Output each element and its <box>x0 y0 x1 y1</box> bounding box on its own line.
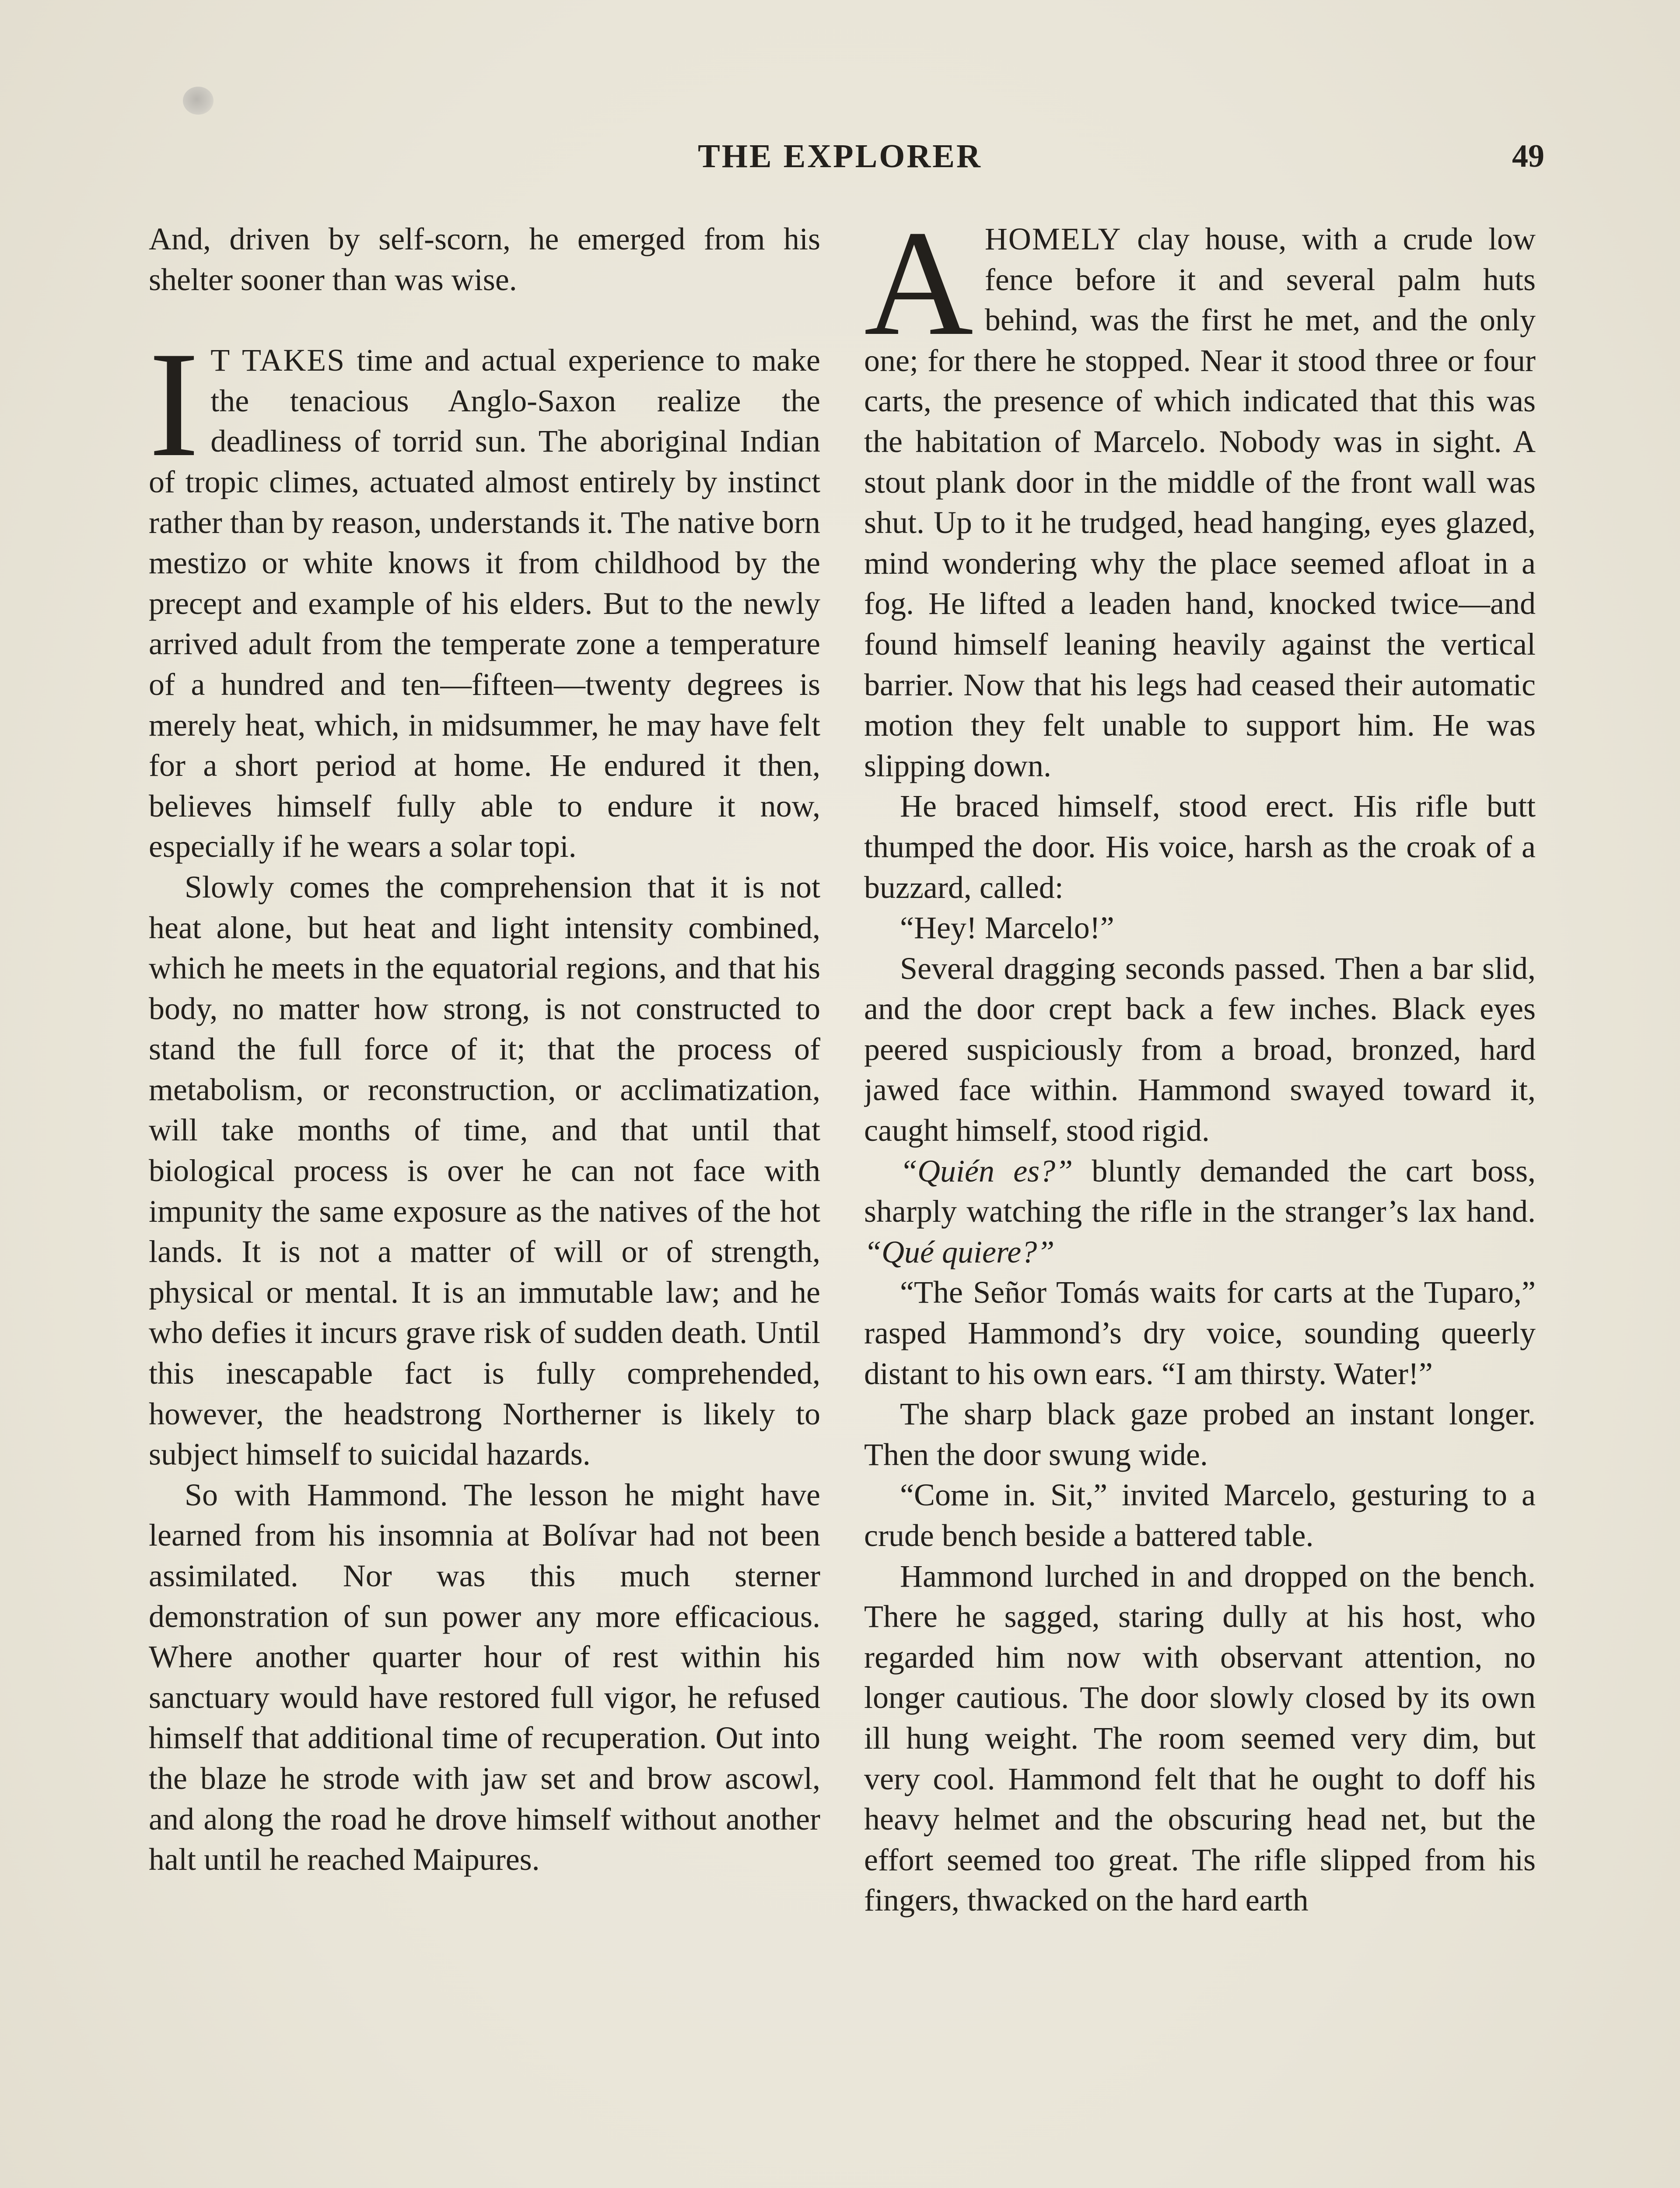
paragraph-text: clay house, with a crude low fence before it and several palm huts behind, was the first he met, and the only one; for there he stopped. Near it stood three or four carts, the presence of which indicated that this was the habitation of Marcelo. Nobody was in sight. A stout plank door in the middle of the front wall was shut. Up to it he trudged, head hanging, eyes glazed, mind wondering why the place seemed afloat in a fog. He lifted a leaden hand, knocked twice—and found himself leaning heavily against the vertical barrier. Now that his legs had ceased their automatic motion they felt unable to support him. He was slipping down. <box>864 221 1536 783</box>
paragraph: So with Hammond. The lesson he might have learned from his insomnia at Bolívar had not been assimilated. Nor was this much sterner demonstration of sun power any more efficacious. Where another quarter hour of rest within his sanctuary would have restored full vigor, he refused himself that additional time of recuperation. Out into the blaze he strode with jaw set and brow ascowl, and along the road he drove himself without another halt until he reached Maipures. <box>149 1477 820 1877</box>
dialogue-line: “Hey! Marcelo!” <box>900 910 1114 946</box>
paragraph: Hammond lurched in and dropped on the bench. There he sagged, staring dully at his host, who regarded him now with observant attention, no longer cautious. The door slowly closed by its own ill hung weight. The room seemed very dim, but very cool. Hammond felt that he ought to doff his heavy helmet and the obscuring head net, but the effort seemed too great. The rifle slipped from his fingers, thwacked on the hard earth <box>864 1558 1536 1918</box>
italic-dialogue: “Quién es?” <box>900 1153 1073 1189</box>
right-column <box>864 219 1536 2188</box>
paragraph: The sharp black gaze probed an instant longer. Then the door swung wide. <box>864 1396 1536 1472</box>
drop-cap: I <box>149 320 200 488</box>
lead-in-caps: HOMELY <box>984 221 1122 256</box>
page-number: 49 <box>1512 138 1544 174</box>
paragraph: Slowly comes the comprehension that it is not heat alone, but heat and light intensity combined, which he meets in the equatorial regions, and that his body, no matter how strong, is not constructed to stand the full force of it; that the process of metabolism, or reconstruction, or acclimatization, will take months of time, and that until that biological process is over he can not face with impunity the same exposure as the natives of the hot lands. It is not a matter of will or of strength, physical or mental. It is an immutable law; and he who defies it incurs grave risk of sudden death. Until this inescapable fact is fully comprehended, however, the headstrong Northerner is likely to subject himself to suicidal hazards. <box>149 869 820 1472</box>
paragraph: And, driven by self-scorn, he emerged from his shelter sooner than was wise. <box>149 221 820 297</box>
punch-hole-mark <box>183 87 214 115</box>
paragraph-text: bluntly demanded the cart boss, sharply watching the rifle in the stranger’s lax hand. <box>864 1153 1536 1229</box>
paragraph: Several dragging seconds passed. Then a bar slid, and the door crept back a few inches. Black eyes peered suspiciously from a broad, bronzed, hard jawed face within. Hammond swayed toward it, caught himself, stood rigid. <box>864 950 1536 1148</box>
left-column <box>149 219 820 2188</box>
paragraph: “The Señor Tomás waits for carts at the Tuparo,” rasped Hammond’s dry voice, sounding queerly distant to his own ears. “I am thirsty. Water!” <box>864 1275 1536 1391</box>
section-opening-paragraph <box>149 320 820 867</box>
running-title: THE EXPLORER <box>698 138 982 175</box>
drop-cap: A <box>864 219 973 367</box>
paragraph <box>864 1151 1536 1273</box>
italic-dialogue: “Qué quiere?” <box>864 1234 1055 1269</box>
running-header <box>0 132 1680 180</box>
lead-in-caps: T TAKES <box>210 343 346 378</box>
paragraph-text: time and actual experience to make the tenacious Anglo-Saxon realize the deadliness of torrid sun. The aboriginal Indian of tropic climes, actuated almost entirely by instinct rather than by reason, understands it. The native born mestizo or white knows it from childhood by the precept and example of his elders. But to the newly arrived adult from the temperate zone a temperature of a hundred and ten—fifteen—twenty degrees is merely heat, which, in midsummer, he may have felt for a short period at home. He endured it then, believes himself fully able to endure it now, especially if he wears a solar topi. <box>149 343 820 864</box>
paragraph: “Come in. Sit,” invited Marcelo, gesturing to a crude bench beside a battered table. <box>864 1477 1536 1553</box>
paragraph: He braced himself, stood erect. His rifle butt thumped the door. His voice, harsh as the croak of a buzzard, called: <box>864 789 1536 905</box>
section-opening-paragraph <box>864 219 1536 786</box>
